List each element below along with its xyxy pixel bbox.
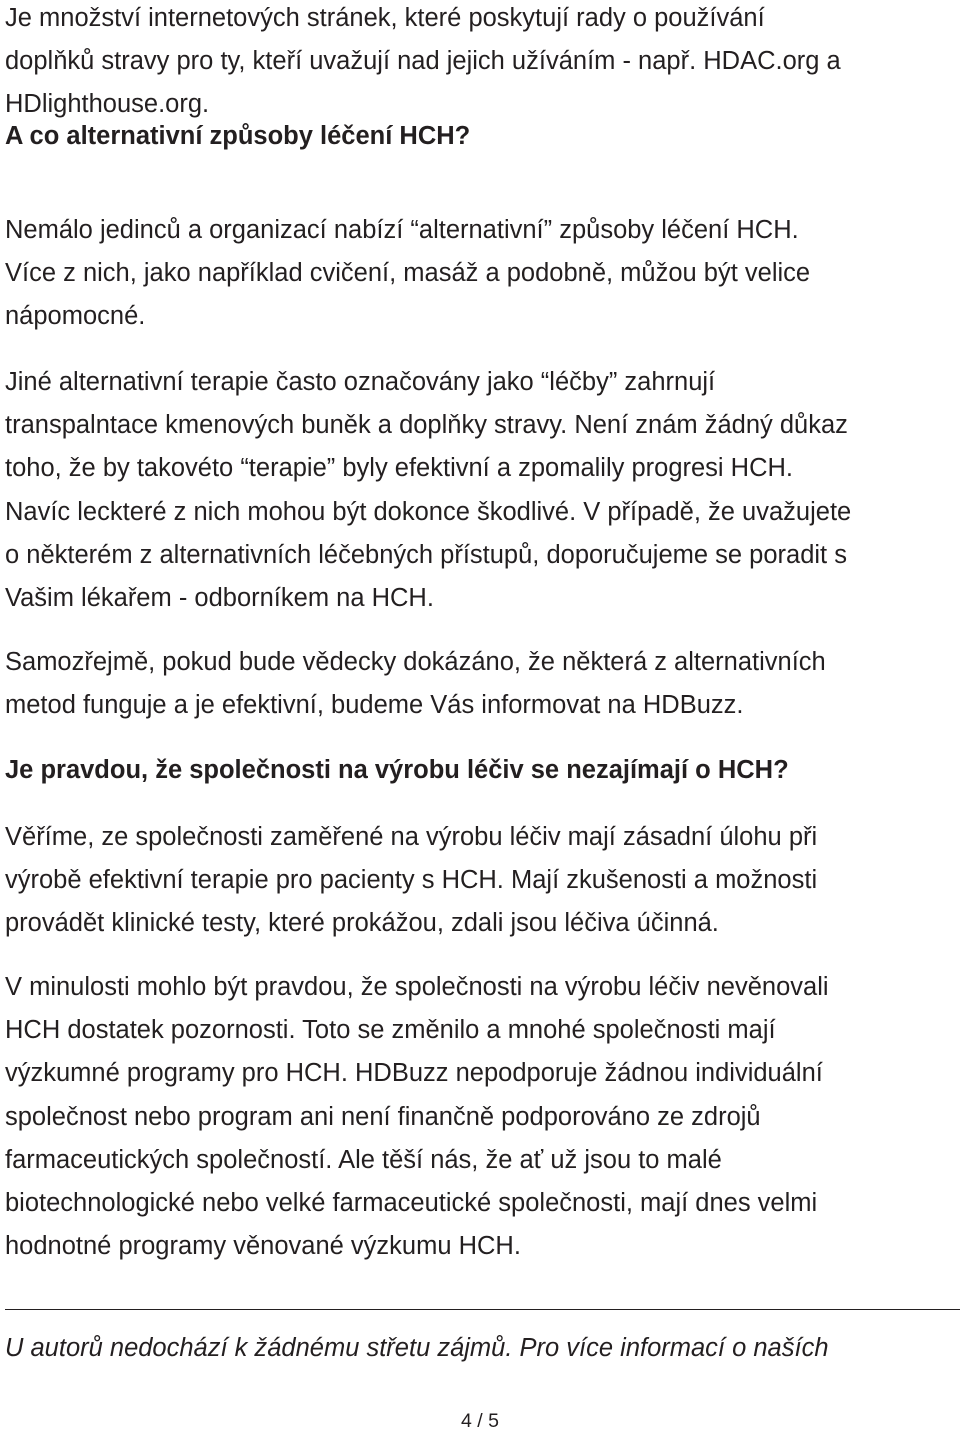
paragraph-supplement-websites: Je množství internetových stránek, které poskytují rady o používání doplňků stravy pro ty, kteří uvažují nad jejich užíváním - např. HDAC.org a HDlighthouse.org.	[5, 4, 841, 119]
paragraph-other-therapies: Jiné alternativní terapie často označovány jako “léčby” zahrnují transpalntace kmenových buněk a doplňky stravy. Není znám žádný důkaz toho, že by takovéto “terapie” byly efektivní a zpomalily progresi HCH. Navíc leckteré z nich mohou být dokonce škodlivé. V případě, že uvažujete o některém z alternativních léčebných přístupů, doporučujeme se poradit s Vašim lékařem - odborníkem na HCH.	[5, 368, 852, 613]
paragraph-hdbuzz-inform: Samozřejmě, pokud bude vědecky dokázáno, že některá z alternativních metod funguje a je efektivní, budeme Vás informovat na HDBuzz.	[5, 648, 826, 720]
paragraph-pharma-history: V minulosti mohlo být pravdou, že společnosti na výrobu léčiv nevěnovali HCH dostatek pozornosti. Toto se změnilo a mnohé společnosti mají výzkumné programy pro HCH. HDBuzz nepodporuje žádnou individuální společnost nebo program ani není finančně podporováno ze zdrojů farmaceutických společností. Ale těší nás, že ať už jsou to malé biotechnologické nebo velké farmaceutické společnosti, mají dnes velmi hodnotné programy věnované výzkumu HCH.	[5, 973, 829, 1261]
paragraph-pharma-role: Věříme, ze společnosti zaměřené na výrobu léčiv mají zásadní úlohu při výrobě efektivní terapie pro pacienty s HCH. Mají zkušenosti a možnosti provádět klinické testy, které prokážou, zdali jsou léčiva účinná.	[5, 823, 818, 938]
footnote	[5, 1327, 960, 1370]
page-number: 4 / 5	[461, 1410, 499, 1432]
paragraph-alternative-offers: Nemálo jedinců a organizací nabízí “alternativní” způsoby léčení HCH. Více z nich, jako například cvičení, masáž a podobně, můžou být velice nápomocné.	[5, 216, 811, 331]
heading-alternative-treatments: A co alternativní způsoby léčení HCH?	[5, 122, 471, 150]
heading-pharma-interest: Je pravdou, že společnosti na výrobu léčiv se nezajímají o HCH?	[5, 756, 789, 784]
conflict-of-interest-statement: U autorů nedochází k žádnému střetu zájmů.	[5, 1334, 513, 1362]
more-info-link[interactable]: Pro více informací o naších	[519, 1334, 829, 1362]
footnote-divider	[5, 1309, 960, 1310]
